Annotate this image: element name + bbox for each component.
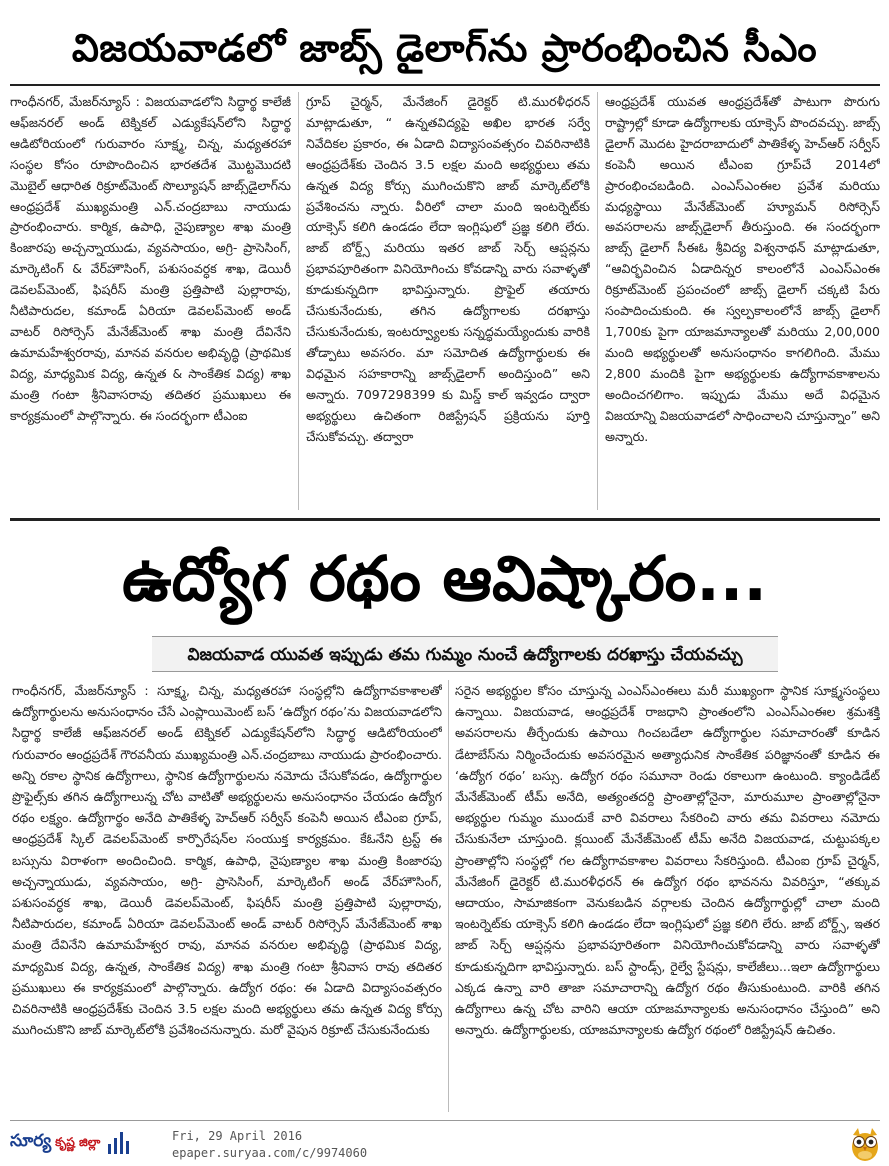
story-udyoga-ratham	[12, 680, 880, 1112]
column-separator	[597, 92, 598, 510]
story1-column-1: గాంధీనగర్, మేజర్‌న్యూస్ : విజయవాడలోని సిద్ధార్థ కాలేజీ ఆఫ్‌జనరల్ అండ్ టెక్నికల్ ఎడ్యుకేషన్‌లోని సిద్ధార్థ ఆడిటోరియంలో గురువారం సూక్ష్మ, చిన్న, మధ్యతరహా సంస్థల కోసం రూపొందించిన భారతదేశ మొట్టమొదటి మొబైల్ ఆధారిత రిక్రూట్‌మెంట్ సొల్యూషన్ జాబ్స్‌డైలాగ్‌ను ఆంధ్రప్రదేశ్ ముఖ్యమంత్రి ఎన్.చంద్రబాబు నాయుడు ప్రారంభించారు. కార్మిక, ఉపాధి, నైపుణ్యాల శాఖ మంత్రి కింజారపు అచ్చన్నాయుడు, వ్యవసాయం, అగ్రి- ప్రాసెసింగ్, మార్కెటింగ్ & వేర్‌హౌసింగ్, పశుసంవర్ధక శాఖ, డెయిరీ డెవలప్‌మెంట్, ఫిషరీస్ మంత్రి ప్రత్తిపాటి పుల్లారావు, నీటిపారుదల, కమాండ్ ఏరియా డెవలప్‌మెంట్ అండ్ వాటర్ రిసోర్సెస్ మేనేజ్‌మెంట్ శాఖ మంత్రి దేవినేని ఉమామహేశ్వరరావు, మానవ వనరుల అభివృద్ధి (ప్రాథమిక విద్య, మాధ్యమిక విద్య, ఉన్నత & సాంకేతిక విద్య) శాఖ మంత్రి గంటా శ్రీనివాసరావు తదితర ప్రముఖులు ఈ కార్యక్రమంలో పాల్గొన్నారు. ఈ సందర్భంగా టీఎంఐ	[10, 94, 291, 423]
column-separator	[448, 680, 449, 1112]
owl-icon	[848, 1126, 882, 1162]
subheadline-box	[152, 636, 778, 672]
divider-rule	[10, 518, 880, 521]
footer-divider	[10, 1120, 880, 1121]
publish-date: Fri, 29 April 2016	[172, 1129, 303, 1143]
headline-top: విజయవాడలో జాబ్స్ డైలాగ్‌ను ప్రారంభించిన సీఎం	[71, 26, 818, 70]
logo-edition: కృష్ణ జిల్లా	[55, 1134, 101, 1149]
headline-main: ఉద్యోగ రథం ఆవిష్కారం...	[122, 542, 767, 615]
story-jobs-dialog	[10, 92, 880, 510]
logo-name: సూర్య	[10, 1131, 52, 1151]
story1-column-2: గ్రూప్ చైర్మన్, మేనేజింగ్ డైరెక్టర్ టి.మురళీధరన్ మాట్లాడుతూ, “ ఉన్నతవిద్యపై అఖిల భారత సర్వే నివేదికల ప్రకారం, ఈ ఏడాది విద్యాసంవత్సరం చివరినాటికి ఆంధ్రప్రదేశ్‌కు చెందిన 3.5 లక్షల మంది అభ్యర్థులు తమ ఉన్నత విద్య కోర్సు ముగించుకొని జాబ్ మార్కెట్‌లోకి ప్రవేశించను న్నారు. వీరిలో చాలా మంది ఇంటర్నెట్‌కు యాక్సెస్ కలిగి ఉండడం లేదా ఇంగ్లిషులో ప్రజ్ఞ కలిగి లేరు. జాబ్ బోర్డ్స్ మరియు ఇతర జాబ్ సెర్చ్ ఆప్షన్లను ప్రభావపూరితంగా వినియోగించు కోవడాన్ని వారు సవాళ్ళతో కూడుకున్నదిగా భావిస్తున్నారు. ప్రొఫైల్ తయారు చేసుకునేందుకు, తగిన ఉద్యోగాలకు దరఖాస్తు చేసుకునేందుకు, ఇంటర్వ్యూలకు సన్నద్ధమయ్యేందుకు వారికి తోడ్పాటు అవసరం. మా సమోదిత ఉద్యోగార్థులకు ఈ విధమైన సహకారాన్ని జాబ్స్‌డైలాగ్ అందిస్తుంది” అని అన్నారు. 7097298399 కు మిస్డ్ కాల్ ఇవ్వడం ద్వారా అభ్యర్థులు ఉచితంగా రిజిస్ట్రేషన్ ప్రక్రియను పూర్తి చేసుకోవచ్చు. తద్వారా	[306, 94, 590, 444]
divider-rule	[10, 84, 880, 86]
story1-column-3: ఆంధ్రప్రదేశ్ యువత ఆంధ్రప్రదేశ్‌తో పాటుగా పొరుగు రాష్ట్రాల్లో కూడా ఉద్యోగాలకు యాక్సెస్ పొందవచ్చు. జాబ్స్ డైలాగ్ మొదట హైదరాబాదులో పాతికేళ్ళ హెచ్‌ఆర్ సర్వీస్ కంపెనీ అయిన టీఎంఐ గ్రూప్‌చే 2014లో ప్రారంభించబడింది. ఎంఎస్‌ఎంఈల ప్రవేశ మరియు మధ్యస్థాయి మేనేజ్‌మెంట్ హ్యూమన్ రిసోర్సెస్ అవసరాలను జాబ్స్‌డైలాగ్ తీరుస్తుంది. ఈ సందర్భంగా జాబ్స్ డైలాగ్ సీఈఓ శ్రీవిద్య విశ్వనాథన్ మాట్లాడుతూ, “ఆవిర్భవించిన ఏడాదిన్నర కాలంలోనే ఎంఎస్‌ఎంఈ రిక్రూట్‌మెంట్ ప్రపంచంలో జాబ్స్ డైలాగ్ చక్కటి పేరు సంపాదించుకుంది. ఈ స్వల్పకాలంలోనే జాబ్స్ డైలాగ్ 1,700కు పైగా యాజమాన్యాలతో మరియు 2,00,000 మంది అభ్యర్థులతో అనుసంధానం కాగలిగింది. మేము 2,800 మందికి పైగా అభ్యర్థులకు ఉద్యోగావకాశాలను అందించగలిగాం. ఇప్పుడు మేము అదే విధమైన విజయాన్ని విజయవాడలో సాధించాలని చూస్తున్నాం” అని అన్నారు.	[605, 94, 880, 444]
column-separator	[298, 92, 299, 510]
suryaa-logo-icon	[106, 1132, 132, 1154]
subheadline: విజయవాడ యువత ఇప్పుడు తమ గుమ్మం నుంచే ఉద్యోగాలకు దరఖాస్తు చేయవచ్చు	[187, 645, 743, 665]
story2-column-2: సరైన అభ్యర్థుల కోసం చూస్తున్న ఎంఎస్‌ఎంఈలు మరీ ముఖ్యంగా స్థానిక సూక్ష్మసంస్థలు ఉన్నాయి. విజయవాడ, ఆంధ్రప్రదేశ్ రాజధాని ప్రాంతంలోని ఎంఎస్‌ఎంఈల శ్రమశక్తి అవసరాలను తీర్చేందుకు ఉపాయి గించబడేలా ఉద్యోగార్థుల సమాచారంతో కూడిన డేటాబేస్‌ను నిర్మించేందుకు అవసరమైన అత్యాధునిక సాంకేతిక పరిజ్ఞానంతో కూడిన ఈ ‘ఉద్యోగ రథం’ బస్సు. ఉద్యోగ రథం సమూనా రెండు రకాలుగా ఉంటుంది. క్యాండిడేట్ మేనేజ్‌మెంట్ టీమ్ అనేది, అత్యంతదర్ది ప్రాంతాల్లోనైనా, మారుమూల ప్రాంతాల్లోనైనా అభ్యర్థుల గుమ్మం ముందుకే వారి వివరాలు సేకరించి వారు తమ వివరాలు నమోదు చేసుకునేలా చూస్తుంది. క్లయింట్ మేనేజ్‌మెంట్ టీమ్ అనేది విజయవాడ, చుట్టుపక్కల ప్రాంతాల్లోని సంస్థల్లో గల ఉద్యోగావకాశాల వివరాలు సేకరిస్తుంది. టీఎంఐ గ్రూప్ చైర్మన్, మేనేజింగ్ డైరెక్టర్ టి.మురళీధరన్ ఈ ఉద్యోగ రథం భావనను వివరిస్తూ, “తక్కువ ఆదాయం, సామాజికంగా వెనుకబడిన వర్గాలకు చెందిన ఉద్యోగార్థుల్లో చాలా మంది ఇంటర్నెట్‌కు యాక్సెస్ కలిగి ఉండడం లేదా ఇంగ్లిషులో ప్రజ్ఞ కలిగి లేరు. జాబ్ బోర్డ్స్, ఇతర జాబ్ సెర్చ్ ఆప్షన్లను ప్రభావపూరితంగా వినియోగించుకోవడాన్ని వారు సవాళ్ళతో కూడుకున్నదిగా భావిస్తున్నారు. బస్ స్టాండ్స్, రైల్వే స్టేషన్లు, కాలేజీలు...ఇలా ఉద్యోగార్థులు ఎక్కడ ఉన్నా వారి తాజా సమాచారాన్ని ఉద్యోగ రథం తీసుకుంటుంది. వారికి తగిన ఉద్యోగాలు ఉన్న చోట వారిని ఆయా యాజమాన్యాలకు అనుసంధానం చేస్తుంది” అని అన్నారు. ఉద్యోగార్థులకు, యాజమాన్యాలకు ఉద్యోగ రథంలో రిజిస్ట్రేషన్ ఉచితం.	[455, 683, 880, 1038]
story2-column-1: గాంధీనగర్, మేజర్‌న్యూస్ : సూక్ష్మ, చిన్న, మధ్యతరహా సంస్థల్లోని ఉద్యోగావకాశాలతో ఉద్యోగార్థులను అనుసంధానం చేసే ఎంప్లాయిమెంట్ బస్ ‘ఉద్యోగ రథం’ను విజయవాడలోని సిద్ధార్థ కాలేజీ ఆఫ్‌జనరల్ అండ్ టెక్నికల్ ఎడ్యుకేషన్‌లోని సిద్ధార్థ ఆడిటోరియంలో గురువారం ఆంధ్రప్రదేశ్ గౌరవనీయ ముఖ్యమంత్రి ఎన్.చంద్రబాబు నాయుడు ప్రారంభించారు. అన్ని రకాల స్థానిక ఉద్యోగాలు, స్థానిక ఉద్యోగార్థులను నమోదు చేసుకోవడం, ఉద్యోగార్థుల ప్రొఫైల్స్‌కు తగిన ఉద్యోగాలున్న చోట వాటితో అభ్యర్థులను అనుసంధానం చేయడం ఉద్యోగ రథం లక్ష్యం. ఉద్యోగార్థం అనేది పాతికేళ్ళ హెచ్‌ఆర్ సర్వీస్ కంపెనీ అయిన టీఎంఐ గ్రూప్, ఆంధ్రప్రదేశ్ స్కిల్ డెవలప్‌మెంట్ కార్పొరేషన్‌ల సంయుక్త కార్యక్రమం. కేఓనేని ట్రస్ట్ ఈ బస్సును విరాళంగా అందించింది. కార్మిక, ఉపాధి, నైపుణ్యాల శాఖ మంత్రి కింజారపు అచ్చన్నాయుడు, వ్యవసాయం, అగ్రి- ప్రాసెసింగ్, మార్కెటింగ్ అండ్ వేర్‌హౌసింగ్, పశుసంవర్ధక శాఖ, డెయిరీ డెవలప్‌మెంట్, ఫిషరీస్ మంత్రి ప్రత్తిపాటి పుల్లారావు, నీటిపారుదల, కమాండ్ ఏరియా డెవలప్‌మెంట్ అండ్ వాటర్ రిసోర్సెస్ మేనేజ్‌మెంట్ శాఖ మంత్రి దేవినేని ఉమామహేశ్వర రావు, మానవ వనరుల అభివృద్ధి (ప్రాథమిక విద్య, మాధ్యమిక విద్య, ఉన్నత, సాంకేతిక విద్య) శాఖ మంత్రి గంటా శ్రీనివాస రావు తదితర ప్రముఖులు ఈ కార్యక్రమంలో పాల్గొన్నారు. ఉద్యోగ రథం: ఈ ఏడాది విద్యాసంవత్సరం చివరినాటికి ఆంధ్రప్రదేశ్‌కు చెందిన 3.5 లక్షల మంది అభ్యర్థులు తమ ఉన్నత విద్య కోర్సు ముగించుకొని జాబ్ మార్కెట్‌లోకి ప్రవేశించనున్నారు. మరో వైపున రిక్రూట్ చేసుకునేందుకు	[12, 683, 442, 1038]
suryaa-logo	[10, 1126, 160, 1160]
epaper-url[interactable]: epaper.suryaa.com/c/9974060	[172, 1146, 368, 1160]
